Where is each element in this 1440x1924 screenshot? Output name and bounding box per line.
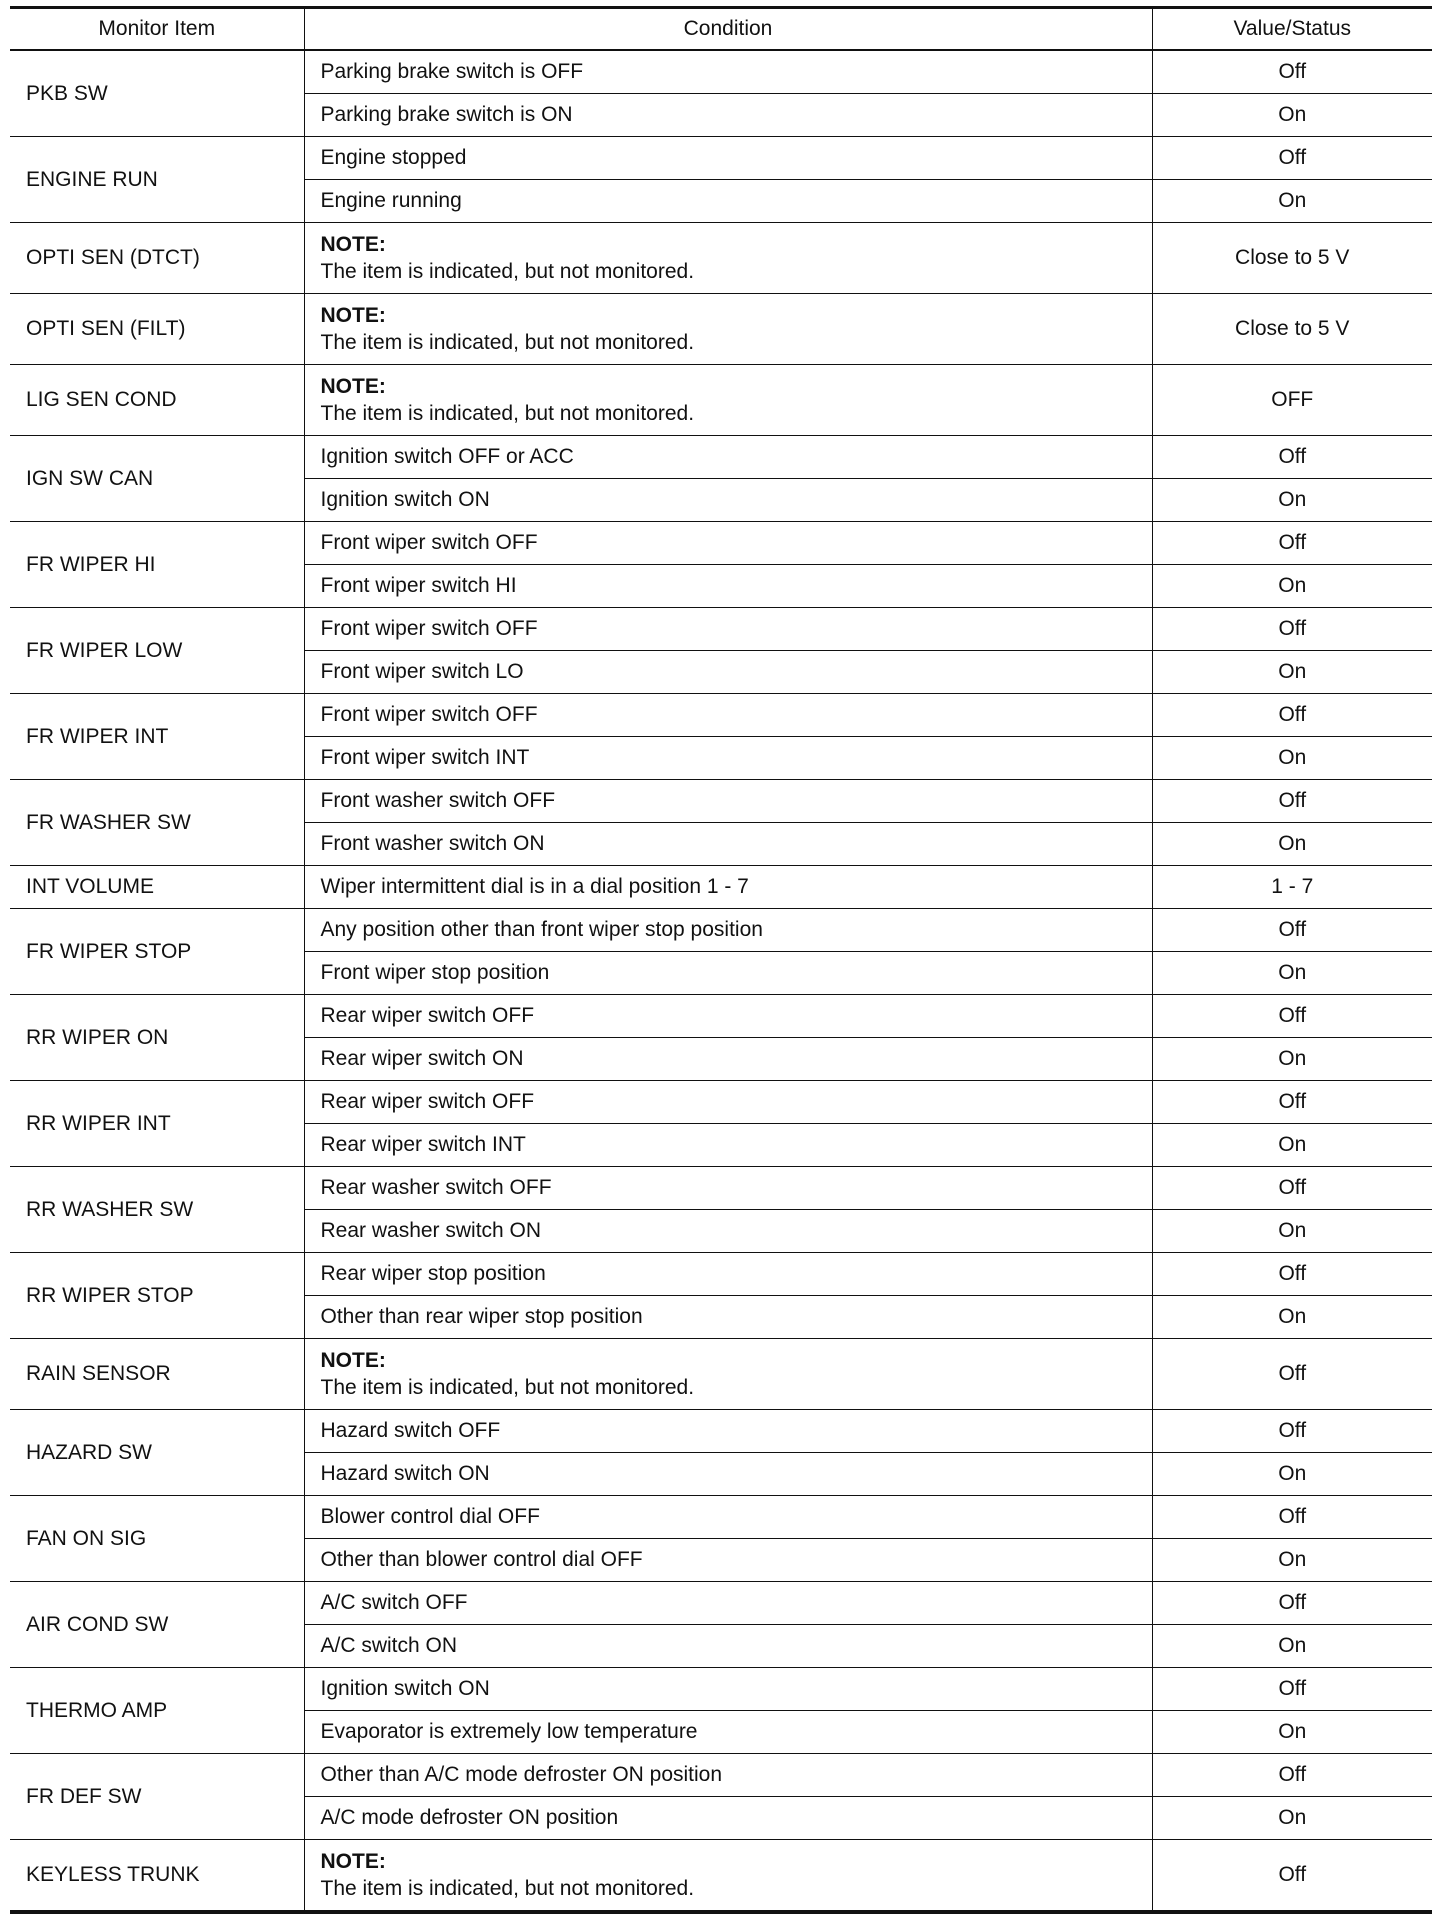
monitor-item-cell: LIG SEN COND [10, 365, 304, 436]
condition-cell: Rear wiper switch INT [304, 1124, 1152, 1167]
value-status-cell: Close to 5 V [1152, 294, 1432, 365]
condition-cell: Parking brake switch is OFF [304, 50, 1152, 94]
monitor-item-cell: FR WASHER SW [10, 780, 304, 866]
condition-cell: Front washer switch ON [304, 823, 1152, 866]
note-label: NOTE: [320, 304, 386, 327]
value-status-cell: On [1152, 1453, 1432, 1496]
value-status-cell: Off [1152, 1668, 1432, 1711]
condition-cell: A/C switch ON [304, 1625, 1152, 1668]
note-text: The item is indicated, but not monitored. [320, 331, 695, 354]
table-row [10, 1840, 1432, 1913]
header-row [10, 8, 1432, 51]
header-condition: Condition [304, 8, 1152, 51]
monitor-item-cell: OPTI SEN (DTCT) [10, 223, 304, 294]
value-status-cell: Off [1152, 522, 1432, 565]
condition-cell: Engine stopped [304, 137, 1152, 180]
table-row [10, 694, 1432, 737]
value-status-cell: Off [1152, 1754, 1432, 1797]
value-status-cell: On [1152, 737, 1432, 780]
value-status-cell: On [1152, 1124, 1432, 1167]
value-status-cell: OFF [1152, 365, 1432, 436]
condition-cell: Front wiper switch HI [304, 565, 1152, 608]
condition-cell: Other than A/C mode defroster ON position [304, 1754, 1152, 1797]
monitor-item-cell: RR WIPER STOP [10, 1253, 304, 1339]
monitor-item-table [10, 6, 1432, 1914]
value-status-cell: On [1152, 94, 1432, 137]
note-label: NOTE: [320, 1349, 386, 1372]
value-status-cell: On [1152, 823, 1432, 866]
condition-cell: Front washer switch OFF [304, 780, 1152, 823]
monitor-item-cell: KEYLESS TRUNK [10, 1840, 304, 1913]
monitor-item-cell: FR WIPER INT [10, 694, 304, 780]
condition-cell: Other than rear wiper stop position [304, 1296, 1152, 1339]
note-text: The item is indicated, but not monitored. [320, 1376, 695, 1399]
value-status-cell: Off [1152, 909, 1432, 952]
condition-cell: Front wiper switch OFF [304, 522, 1152, 565]
condition-cell: Ignition switch OFF or ACC [304, 436, 1152, 479]
value-status-cell: Off [1152, 1496, 1432, 1539]
condition-cell: Wiper intermittent dial is in a dial position 1 - 7 [304, 866, 1152, 909]
condition-cell: Rear washer switch ON [304, 1210, 1152, 1253]
value-status-cell: Off [1152, 1339, 1432, 1410]
value-status-cell: Off [1152, 1582, 1432, 1625]
value-status-cell: Off [1152, 1410, 1432, 1453]
value-status-cell: On [1152, 1797, 1432, 1840]
condition-cell: Ignition switch ON [304, 479, 1152, 522]
condition-cell: Any position other than front wiper stop position [304, 909, 1152, 952]
condition-cell [304, 223, 1152, 294]
table-row [10, 223, 1432, 294]
table-row [10, 137, 1432, 180]
condition-cell: Front wiper switch INT [304, 737, 1152, 780]
value-status-cell: On [1152, 952, 1432, 995]
table-row [10, 1081, 1432, 1124]
monitor-item-cell: INT VOLUME [10, 866, 304, 909]
value-status-cell: Off [1152, 50, 1432, 94]
monitor-item-cell: HAZARD SW [10, 1410, 304, 1496]
table-row [10, 1253, 1432, 1296]
table-row [10, 294, 1432, 365]
value-status-cell: On [1152, 479, 1432, 522]
table-row [10, 608, 1432, 651]
value-status-cell: Off [1152, 1167, 1432, 1210]
note-text: The item is indicated, but not monitored. [320, 260, 695, 283]
value-status-cell: Off [1152, 780, 1432, 823]
condition-cell: Rear wiper switch OFF [304, 995, 1152, 1038]
value-status-cell: Off [1152, 436, 1432, 479]
condition-cell: Parking brake switch is ON [304, 94, 1152, 137]
table-row [10, 1582, 1432, 1625]
condition-cell: A/C mode defroster ON position [304, 1797, 1152, 1840]
value-status-cell: On [1152, 1711, 1432, 1754]
condition-cell: Front wiper switch OFF [304, 694, 1152, 737]
note-text: The item is indicated, but not monitored. [320, 1877, 695, 1900]
value-status-cell: On [1152, 1038, 1432, 1081]
table-row [10, 522, 1432, 565]
value-status-cell: On [1152, 180, 1432, 223]
monitor-item-cell: FAN ON SIG [10, 1496, 304, 1582]
monitor-item-cell: RR WIPER INT [10, 1081, 304, 1167]
table-row [10, 1668, 1432, 1711]
monitor-table-container [10, 6, 1432, 1914]
condition-cell: Other than blower control dial OFF [304, 1539, 1152, 1582]
monitor-item-cell: RAIN SENSOR [10, 1339, 304, 1410]
value-status-cell: On [1152, 1210, 1432, 1253]
value-status-cell: On [1152, 651, 1432, 694]
monitor-item-cell: FR WIPER LOW [10, 608, 304, 694]
value-status-cell: On [1152, 565, 1432, 608]
condition-cell: A/C switch OFF [304, 1582, 1152, 1625]
condition-cell: Rear washer switch OFF [304, 1167, 1152, 1210]
table-row [10, 866, 1432, 909]
monitor-item-cell: PKB SW [10, 50, 304, 137]
value-status-cell: Off [1152, 137, 1432, 180]
table-row [10, 1496, 1432, 1539]
table-row [10, 1754, 1432, 1797]
table-row [10, 780, 1432, 823]
condition-cell: Evaporator is extremely low temperature [304, 1711, 1152, 1754]
condition-cell: Hazard switch OFF [304, 1410, 1152, 1453]
note-text: The item is indicated, but not monitored. [320, 402, 695, 425]
monitor-item-cell: OPTI SEN (FILT) [10, 294, 304, 365]
value-status-cell: Off [1152, 1253, 1432, 1296]
value-status-cell: Off [1152, 694, 1432, 737]
table-row [10, 1410, 1432, 1453]
value-status-cell: Off [1152, 608, 1432, 651]
note-label: NOTE: [320, 233, 386, 256]
condition-cell: Rear wiper stop position [304, 1253, 1152, 1296]
table-row [10, 1167, 1432, 1210]
monitor-item-cell: ENGINE RUN [10, 137, 304, 223]
monitor-item-cell: RR WIPER ON [10, 995, 304, 1081]
condition-cell [304, 1840, 1152, 1913]
condition-cell [304, 294, 1152, 365]
condition-cell: Ignition switch ON [304, 1668, 1152, 1711]
table-row [10, 436, 1432, 479]
value-status-cell: Off [1152, 1840, 1432, 1913]
table-row [10, 50, 1432, 94]
value-status-cell: Close to 5 V [1152, 223, 1432, 294]
value-status-cell: Off [1152, 995, 1432, 1038]
condition-cell: Hazard switch ON [304, 1453, 1152, 1496]
table-row [10, 995, 1432, 1038]
monitor-item-cell: IGN SW CAN [10, 436, 304, 522]
condition-cell: Rear wiper switch OFF [304, 1081, 1152, 1124]
value-status-cell: On [1152, 1625, 1432, 1668]
value-status-cell: On [1152, 1539, 1432, 1582]
monitor-item-cell: FR WIPER HI [10, 522, 304, 608]
value-status-cell: Off [1152, 1081, 1432, 1124]
monitor-item-cell: FR WIPER STOP [10, 909, 304, 995]
table-row [10, 909, 1432, 952]
condition-cell [304, 1339, 1152, 1410]
note-label: NOTE: [320, 375, 386, 398]
header-value-status: Value/Status [1152, 8, 1432, 51]
header-monitor-item: Monitor Item [10, 8, 304, 51]
monitor-item-cell: THERMO AMP [10, 1668, 304, 1754]
value-status-cell: 1 - 7 [1152, 866, 1432, 909]
note-label: NOTE: [320, 1850, 386, 1873]
table-row [10, 1339, 1432, 1410]
table-header [10, 8, 1432, 51]
monitor-item-cell: AIR COND SW [10, 1582, 304, 1668]
condition-cell [304, 365, 1152, 436]
table-row [10, 365, 1432, 436]
condition-cell: Front wiper switch LO [304, 651, 1152, 694]
condition-cell: Front wiper switch OFF [304, 608, 1152, 651]
table-body [10, 50, 1432, 1912]
monitor-item-cell: RR WASHER SW [10, 1167, 304, 1253]
condition-cell: Front wiper stop position [304, 952, 1152, 995]
monitor-item-cell: FR DEF SW [10, 1754, 304, 1840]
condition-cell: Rear wiper switch ON [304, 1038, 1152, 1081]
condition-cell: Blower control dial OFF [304, 1496, 1152, 1539]
value-status-cell: On [1152, 1296, 1432, 1339]
condition-cell: Engine running [304, 180, 1152, 223]
